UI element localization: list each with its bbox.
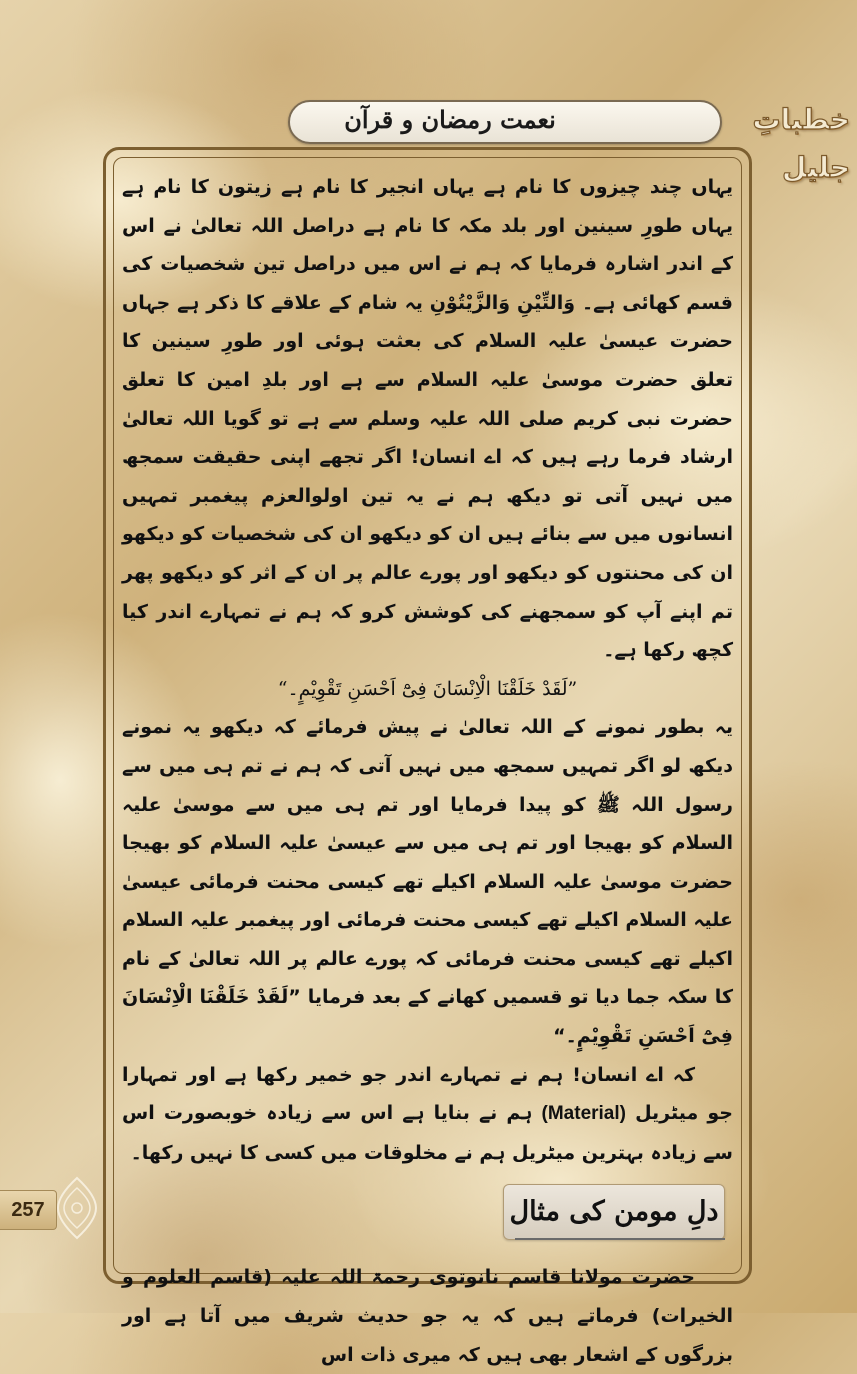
paragraph <box>122 708 733 1055</box>
page-body <box>122 168 733 1374</box>
paragraph: یہاں چند چیزوں کا نام ہے یہاں انجیر کا نام ہے زیتون کا نام ہے یہاں طورِ سینین اور بلد مکہ کا نام ہے دراصل اللہ تعالیٰ نے اس کے اندر اشارہ فرمایا کہ ہم نے اس میں دراصل تین شخصیات کی قسم کھائی ہے۔ وَالتِّیْنِ وَالزَّیْتُوْنِ یہ شام کے علاقے کا ذکر ہے جہاں حضرت عیسیٰ علیہ السلام کی بعثت ہوئی اور طورِ سینین کا تعلق حضرت موسیٰ علیہ السلام سے ہے اور بلدِ امین کا تعلق حضرت نبی کریم صلی اللہ علیہ وسلم سے ہے تو گویا اللہ تعالیٰ ارشاد فرما رہے ہیں کہ اے انسان! اگر تجھے اپنی حقیقت سمجھ میں نہیں آتی تو دیکھ ہم نے یہ تین اولوالعزم پیغمبر تمہیں انسانوں میں سے بنائے ہیں ان کو دیکھو ان کی شخصیات کو دیکھو ان کی محنتوں کو دیکھو اور پورے عالم پر ان کے اثر کو دیکھو پھر تم اپنے آپ کو سمجھنے کی کوشش کرو کہ ہم نے تمہارے اندر کیا کچھ رکھا ہے۔ <box>122 176 733 662</box>
paragraph-text: یہ بطور نمونے کے اللہ تعالیٰ نے پیش فرمائے کہ دیکھو یہ نمونے دیکھ لو اگر تمہیں سمجھ میں نہیں آتی کہ ہم نے تم ہی میں سے رسول اللہ ﷺ کو پیدا فرمایا اور تم ہی میں سے موسیٰ علیہ السلام کو بھیجا اور تم ہی میں سے عیسیٰ علیہ السلام کو بھیجا حضرت موسیٰ علیہ السلام اکیلے تھے کیسی محنت فرمائی عیسیٰ علیہ السلام اکیلے تھے کیسی محنت فرمائی اور پیغمبر علیہ السلام اکیلے تھے کیسی محنت فرمائی کہ پورے عالم پر اللہ تعالیٰ کے نام کا سکہ جما دیا تو قسمیں کھانے کے بعد فرمایا <box>122 716 733 1009</box>
paragraph: حضرت مولانا قاسم نانوتوی رحمۃ اللہ علیہ (قاسم العلوم و الخیرات) فرماتے ہیں کہ یہ جو حدیث شریف میں آتا ہے اور بزرگوں کے اشعار بھی ہیں کہ میری ذات اس <box>122 1266 733 1366</box>
paragraph <box>122 1056 733 1173</box>
ornament-icon <box>52 1176 102 1240</box>
english-term: (Material) <box>541 1103 626 1125</box>
book-logo: خطباتِ جلیل <box>752 103 850 184</box>
section-heading-wrap <box>122 1178 733 1254</box>
quranic-verse-inline: ”لَقَدْ خَلَقْنَا الْاِنْسَانَ فِیْٓ اَحْسَنِ تَقْوِیْمٍ۔“ <box>122 986 733 1048</box>
heading-underline <box>515 1238 725 1240</box>
paragraph-text: کہ اے انسان! ہم نے تمہارے اندر جو خمیر رکھا ہے اور تمہارا جو میٹریل <box>122 1063 733 1125</box>
page-number: 257 <box>0 1190 57 1230</box>
section-heading: دلِ مومن کی مثال <box>503 1184 725 1240</box>
chapter-title: نعمت رمضان و قرآن <box>344 105 556 134</box>
paragraph-text: ہم نے بنایا ہے اس سے زیادہ خوبصورت اس سے زیادہ بہترین میٹریل ہم نے مخلوقات میں کسی کا نہیں رکھا۔ <box>122 1102 733 1164</box>
quranic-verse: ”لَقَدْ خَلَقْنَا الْاِنْسَانَ فِیْٓ اَحْسَنِ تَقْوِیْمٍ۔“ <box>277 677 578 700</box>
